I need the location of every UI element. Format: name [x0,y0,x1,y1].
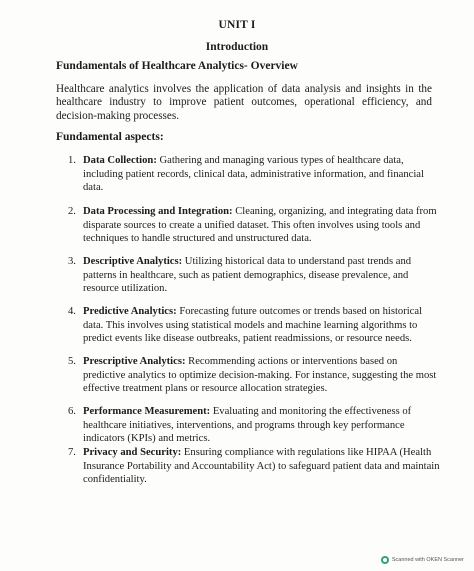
list-item-number: 6. [68,406,76,417]
list-item-text: Recommending actions or interventions based on predictive analytics to optimize decision-making. For instance, suggesting the most effective treatment plans or resource allocation strategies. [83,356,437,395]
scanner-watermark-text: Scanned with OKEN Scanner [391,557,464,563]
list-item-number: 2. [68,206,76,217]
list-item-number: 3. [68,256,76,267]
list-item-label: Prescriptive Analytics: [83,356,186,367]
list-item [68,205,440,246]
aspects-title: Fundamental aspects: [56,131,164,143]
list-item-label: Data Collection: [83,155,157,166]
scanner-logo-icon [381,556,389,564]
list-item [68,355,440,396]
list-item [68,255,440,296]
list-item [68,446,440,487]
list-item-number: 7. [68,447,76,458]
list-item-number: 4. [68,306,76,317]
list-item-text: Gathering and managing various types of healthcare data, including patient records, clinical data, administrative information, and financial data. [83,155,424,194]
list-item [68,154,440,195]
list-item-number: 1. [68,155,76,166]
list-item-number: 5. [68,356,76,367]
list-item [68,405,440,446]
unit-label: UNIT I [218,19,256,31]
scanner-watermark [381,556,464,564]
section-title: Fundamentals of Healthcare Analytics- Overview [56,60,298,72]
list-item [68,305,440,346]
list-item-label: Predictive Analytics: [83,306,177,317]
list-item-text: Evaluating and monitoring the effectiveness of healthcare initiatives, interventions, and programs through key performance indicators (KPIs) and metrics. [83,406,412,445]
list-item-label: Privacy and Security: [83,447,182,458]
list-item-text: Utilizing historical data to understand past trends and patterns in healthcare, such as patient demographics, disease prevalence, and resource utilization. [83,256,412,295]
list-item-label: Performance Measurement: [83,406,211,417]
list-item-text: Ensuring compliance with regulations like HIPAA (Health Insurance Portability and Accountability Act) to safeguard patient data and maintain confidentiality. [83,447,440,486]
intro-paragraph: Healthcare analytics involves the application of data analysis and insights in the healthcare industry to improve patient outcomes, operational efficiency, and decision-making processes. [56,83,432,122]
list-item-text: Cleaning, organizing, and integrating data from disparate sources to create a unified dataset. This often involves using tools and techniques to handle structured and unstructured data. [83,206,437,245]
list-item-label: Data Processing and Integration: [83,206,233,217]
list-item-label: Descriptive Analytics: [83,256,183,267]
page-heading: Introduction [205,41,269,53]
list-item-text: Forecasting future outcomes or trends based on historical data. This involves using statistical models and machine learning algorithms to predict events like disease outbreaks, patient readmissions, or resource needs. [83,306,423,345]
